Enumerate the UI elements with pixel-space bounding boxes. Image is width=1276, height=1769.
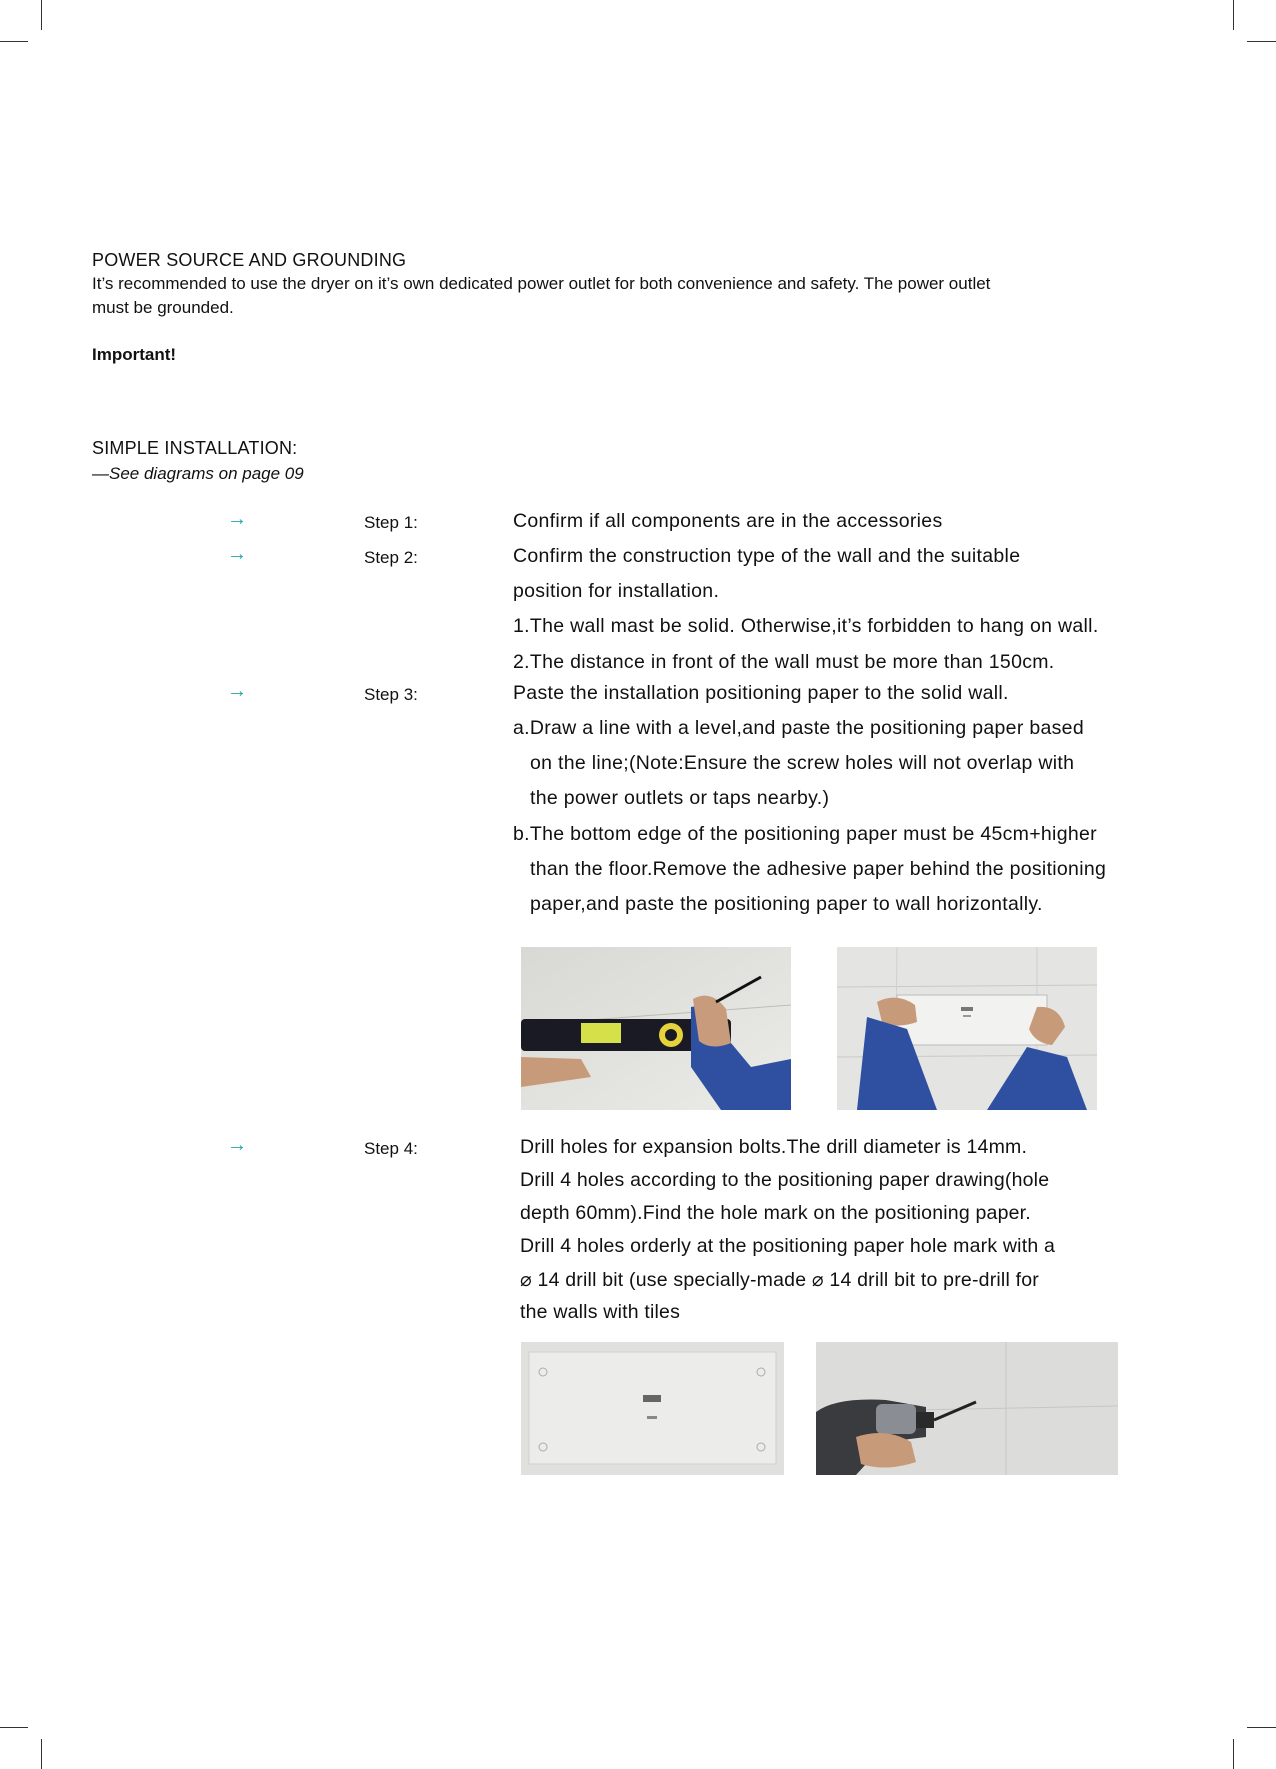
photo-drilling-holes <box>816 1342 1118 1475</box>
crop-mark-br-h <box>1247 1727 1276 1728</box>
photo-level-drawing-line <box>521 947 791 1110</box>
step4-label: Step 4: <box>364 1139 418 1158</box>
power-text-line2: must be grounded. <box>92 298 234 317</box>
step3-line: the power outlets or taps nearby.) <box>530 787 830 809</box>
step4-line: Drill holes for expansion bolts.The drill diameter is 14mm. <box>520 1136 1028 1158</box>
step2-arrow: → <box>227 543 247 565</box>
step1-label: Step 1: <box>364 513 418 532</box>
step3-line: b.The bottom edge of the positioning paper must be 45cm+higher <box>513 823 1097 845</box>
photo-positioning-paper-on-wall <box>521 1342 784 1475</box>
drilling-illustration <box>816 1342 1118 1475</box>
crop-mark-tl-v <box>41 0 42 30</box>
step4-arrow: → <box>227 1134 247 1156</box>
see-diagrams-note: —See diagrams on page 09 <box>92 464 304 483</box>
step3-label: Step 3: <box>364 685 418 704</box>
step3-line: than the floor.Remove the adhesive paper behind the positioning <box>530 858 1107 880</box>
step3-arrow: → <box>227 680 247 702</box>
crop-mark-br-v <box>1233 1739 1234 1769</box>
step4-line: Drill 4 holes orderly at the positioning paper hole mark with a <box>520 1235 1056 1257</box>
level-drawing-illustration <box>521 947 791 1110</box>
step4-line: Drill 4 holes according to the positioning paper drawing(hole <box>520 1169 1050 1191</box>
step1-line: Confirm if all components are in the accessories <box>513 510 943 532</box>
step2-line: position for installation. <box>513 580 720 602</box>
step3-line: Paste the installation positioning paper to the solid wall. <box>513 682 1009 704</box>
photo-pasting-positioning-paper <box>837 947 1097 1110</box>
crop-mark-tl-h <box>0 41 28 42</box>
positioning-paper-illustration <box>521 1342 784 1475</box>
step3-line: on the line;(Note:Ensure the screw holes will not overlap with <box>530 752 1075 774</box>
important-label: Important! <box>92 345 177 364</box>
step4-line: the walls with tiles <box>520 1301 681 1323</box>
step2-label: Step 2: <box>364 548 418 567</box>
step2-line: Confirm the construction type of the wall and the suitable <box>513 545 1021 567</box>
install-heading: SIMPLE INSTALLATION: <box>92 438 298 458</box>
step1-arrow: → <box>227 508 247 530</box>
crop-mark-tr-v <box>1233 0 1234 30</box>
step2-line: 1.The wall mast be solid. Otherwise,it’s forbidden to hang on wall. <box>513 615 1099 637</box>
power-heading: POWER SOURCE AND GROUNDING <box>92 250 407 270</box>
crop-mark-bl-h <box>0 1727 28 1728</box>
pasting-paper-illustration <box>837 947 1097 1110</box>
crop-mark-tr-h <box>1247 41 1276 42</box>
step4-line: ⌀ 14 drill bit (use specially-made ⌀ 14 drill bit to pre-drill for <box>520 1269 1039 1291</box>
step2-line: 2.The distance in front of the wall must be more than 150cm. <box>513 651 1055 673</box>
crop-mark-bl-v <box>41 1739 42 1769</box>
step4-line: depth 60mm).Find the hole mark on the positioning paper. <box>520 1202 1031 1224</box>
power-text-line1: It’s recommended to use the dryer on it’s own dedicated power outlet for both convenience and safety. The power outlet <box>92 274 991 293</box>
step3-line: a.Draw a line with a level,and paste the positioning paper based <box>513 717 1084 739</box>
step3-line: paper,and paste the positioning paper to wall horizontally. <box>530 893 1043 915</box>
